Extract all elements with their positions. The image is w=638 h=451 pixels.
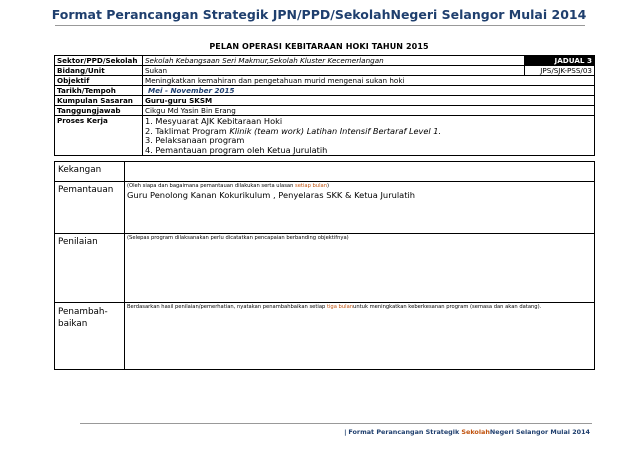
penambahbaikan-label: Penambah- baikan <box>55 303 125 370</box>
tarikh-value: Mei - November 2015 <box>143 86 595 96</box>
row-sektor <box>55 56 595 66</box>
monitoring-table <box>54 161 595 370</box>
row-kumpulan <box>55 96 595 106</box>
bidang-value: Sukan <box>143 66 525 76</box>
penilaian-note: (Selepas program dilaksanakan perlu dicatatkan pencapaian berbanding objektifnya) <box>127 235 349 241</box>
penambahbaikan-note: Berdasarkan hasil penilaian/pemerhatian, nyatakan penambahbaikan setiap tiga bulanuntuk meningkatkan keberkesanan program (semasa dan akan datang). <box>127 304 542 310</box>
objektif-value: Meningkatkan kemahiran dan pengetahuan murid mengenai sukan hoki <box>143 76 595 86</box>
proses-step-1: 1. Mesyuarat AJK Kebitaraan Hoki <box>145 116 283 126</box>
row-bidang <box>55 66 595 76</box>
pemantauan-note: (Oleh siapa dan bagaimana pemantauan dilakukan serta ulasan setiap bulan) <box>127 183 330 189</box>
plan-info-table <box>54 55 595 156</box>
header-divider <box>55 25 585 26</box>
kekangan-value <box>125 162 595 182</box>
pemantauan-person: Guru Penolong Kanan Kokurikulum , Penyelaras SKK & Ketua Jurulatih <box>127 190 416 200</box>
pemantauan-label: Pemantauan <box>55 182 125 234</box>
plan-title: PELAN OPERASI KEBITARAAN HOKI TAHUN 2015 <box>209 42 429 51</box>
page-header-title: Format Perancangan Strategik JPN/PPD/SekolahNegeri Selangor Mulai 2014 <box>51 7 587 22</box>
row-kekangan <box>55 162 595 182</box>
row-objektif <box>55 76 595 86</box>
penilaian-value <box>125 234 595 303</box>
proses-value <box>143 116 595 156</box>
penambahbaikan-value <box>125 303 595 370</box>
page-footer: | Format Perancangan Strategik SekolahNegeri Selangor Mulai 2014 <box>344 428 590 436</box>
kumpulan-value: Guru-guru SKSM <box>143 96 595 106</box>
row-proses <box>55 116 595 156</box>
pemantauan-value <box>125 182 595 234</box>
sektor-label: Sektor/PPD/Sekolah <box>55 56 143 66</box>
row-penambahbaikan <box>55 303 595 370</box>
row-tanggungjawab <box>55 106 595 116</box>
sektor-value: Sekolah Kebangsaan Seri Makmur,Sekolah Kluster Kecemerlangan <box>143 56 525 66</box>
tarikh-label: Tarikh/Tempoh <box>55 86 143 96</box>
document-code: JPS/SJK-PSS/03 <box>525 66 595 76</box>
proses-label: Proses Kerja <box>55 116 143 156</box>
tanggungjawab-label: Tanggungjawab <box>55 106 143 116</box>
row-pemantauan <box>55 182 595 234</box>
jadual-badge: JADUAL 3 <box>525 56 595 66</box>
bidang-label: Bidang/Unit <box>55 66 143 76</box>
footer-divider <box>80 423 592 424</box>
objektif-label: Objektif <box>55 76 143 86</box>
proses-step-3: 3. Pelaksanaan program <box>145 135 245 145</box>
proses-step-2: 2. Taklimat Program Klinik (team work) Latihan Intensif Bertaraf Level 1. <box>145 125 442 136</box>
row-penilaian <box>55 234 595 303</box>
proses-step-4: 4. Pemantauan program oleh Ketua Jurulatih <box>145 144 328 155</box>
kekangan-label: Kekangan <box>55 162 125 182</box>
penilaian-label: Penilaian <box>55 234 125 303</box>
tanggungjawab-value: Cikgu Md Yasin Bin Erang <box>143 106 595 116</box>
row-tarikh <box>55 86 595 96</box>
kumpulan-label: Kumpulan Sasaran <box>55 96 143 106</box>
